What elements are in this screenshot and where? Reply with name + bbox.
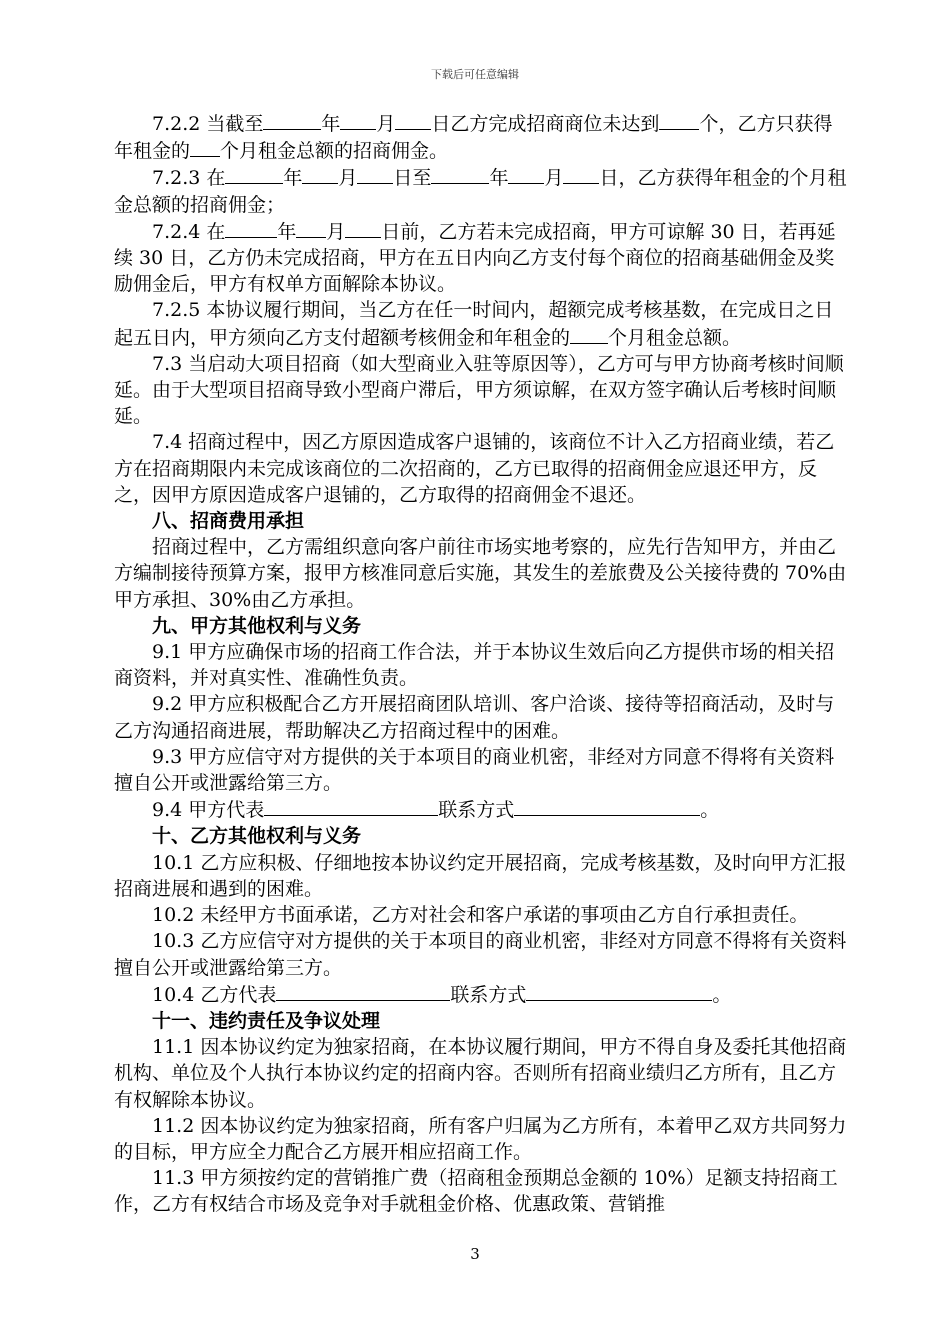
clause-7-2-3: 7.2.3 在 年 月 日至 年 月 日，乙方获得年租金的个月租金总额的招商佣金；: [114, 164, 849, 217]
document-body: [114, 110, 849, 1218]
page-number: 3: [470, 1245, 480, 1263]
clause-9-3: 9.3 甲方应信守对方提供的关于本项目的商业机密，非经对方同意不得将有关资料擅自公开或泄露给第三方。: [114, 745, 835, 795]
clause-7-2-4: 7.2.4 在 年 月 日前，乙方若未完成招商，甲方可谅解 30 日，若再延续 30 日，乙方仍未完成招商，甲方在五日内向乙方支付每个商位的招商基础佣金及奖励佣金后，甲方有权单方面解除本协议。: [114, 218, 849, 298]
clause-9-1: 9.1 甲方应确保市场的招商工作合法，并于本协议生效后向乙方提供市场的相关招商资料，并对真实性、准确性负责。: [114, 641, 835, 690]
blank-field: [263, 110, 321, 130]
clause-10-1: 10.1 乙方应积极、仔细地按本协议约定开展招商，完成考核基数，及时向甲方汇报招商进展和遇到的困难。: [114, 851, 847, 900]
blank-field: [659, 110, 699, 130]
clause-9-4: 9.4 甲方代表 联系方式 。: [114, 796, 849, 823]
blank-field: [395, 110, 431, 130]
clause-11-1: 11.1 因本协议约定为独家招商，在本协议履行期间，甲方不得自身及委托其他招商机构、单位及个人执行本协议约定的招商内容。否则所有招商业绩归乙方所有，且乙方有权解除本协议。: [114, 1036, 847, 1111]
clause-11-3: 11.3 甲方须按约定的营销推广费（招商租金预期总金额的 10%）足额支持招商工作，乙方有权结合市场及竞争对手就租金价格、优惠政策、营销推: [114, 1167, 838, 1216]
blank-field: [431, 164, 489, 184]
blank-field: [225, 218, 277, 238]
blank-field: [296, 218, 326, 238]
clause-8-body: 招商过程中，乙方需组织意向客户前往市场实地考察的，应先行告知甲方，并由乙方编制接待预算方案，报甲方核准同意后实施，其发生的差旅费及公关接待费的 70%由甲方承担、30%由乙方承担。: [114, 536, 847, 611]
representative-blank: [276, 981, 450, 1001]
representative-blank: [264, 796, 438, 816]
section-heading-11: 十一、违约责任及争议处理: [152, 1009, 381, 1032]
contact-blank: [526, 981, 712, 1001]
blank-field: [225, 164, 283, 184]
blank-field: [190, 137, 220, 157]
blank-field: [357, 164, 393, 184]
clause-10-4: 10.4 乙方代表 联系方式 。: [114, 981, 849, 1008]
clause-10-2: 10.2 未经甲方书面承诺，乙方对社会和客户承诺的事项由乙方自行承担责任。: [152, 904, 809, 927]
clause-10-3: 10.3 乙方应信守对方提供的关于本项目的商业机密，非经对方同意不得将有关资料擅自公开或泄露给第三方。: [114, 930, 847, 979]
clause-7-4: 7.4 招商过程中，因乙方原因造成客户退铺的，该商位不计入乙方招商业绩，若乙方在招商期限内未完成该商位的二次招商的，乙方已取得的招商佣金应退还甲方，反之，因甲方原因造成客户退铺的，乙方取得的招商佣金不退还。: [114, 431, 835, 506]
blank-field: [563, 164, 599, 184]
clause-7-2-2: 7.2.2 当截至 年 月 日乙方完成招商商位未达到 个，乙方只获得年租金的 个月租金总额的招商佣金。: [114, 110, 849, 164]
blank-field: [345, 218, 381, 238]
clause-7-2-5: 7.2.5 本协议履行期间，当乙方在任一时间内，超额完成考核基数，在完成日之日起五日内，甲方须向乙方支付超额考核佣金和年租金的 个月租金总额。: [114, 299, 834, 349]
contact-blank: [514, 796, 700, 816]
blank-field: [570, 324, 608, 344]
clause-9-2: 9.2 甲方应积极配合乙方开展招商团队培训、客户洽谈、接待等招商活动，及时与乙方沟通招商进展，帮助解决乙方招商过程中的困难。: [114, 693, 835, 742]
section-heading-10: 十、乙方其他权利与义务: [152, 825, 362, 848]
clause-11-2: 11.2 因本协议约定为独家招商，所有客户归属为乙方所有，本着甲乙双方共同努力的目标，甲方应全力配合乙方展开相应招商工作。: [114, 1114, 847, 1163]
clause-7-3: 7.3 当启动大项目招商（如大型商业入驻等原因等），乙方可与甲方协商考核时间顺延。由于大型项目招商导致小型商户滞后，甲方须谅解，在双方签字确认后考核时间顺延。: [114, 352, 844, 428]
page-header-note: 下载后可任意编辑: [431, 68, 519, 81]
section-heading-8: 八、招商费用承担: [152, 510, 305, 533]
blank-field: [508, 164, 544, 184]
section-heading-9: 九、甲方其他权利与义务: [152, 614, 362, 637]
blank-field: [302, 164, 338, 184]
blank-field: [340, 110, 376, 130]
